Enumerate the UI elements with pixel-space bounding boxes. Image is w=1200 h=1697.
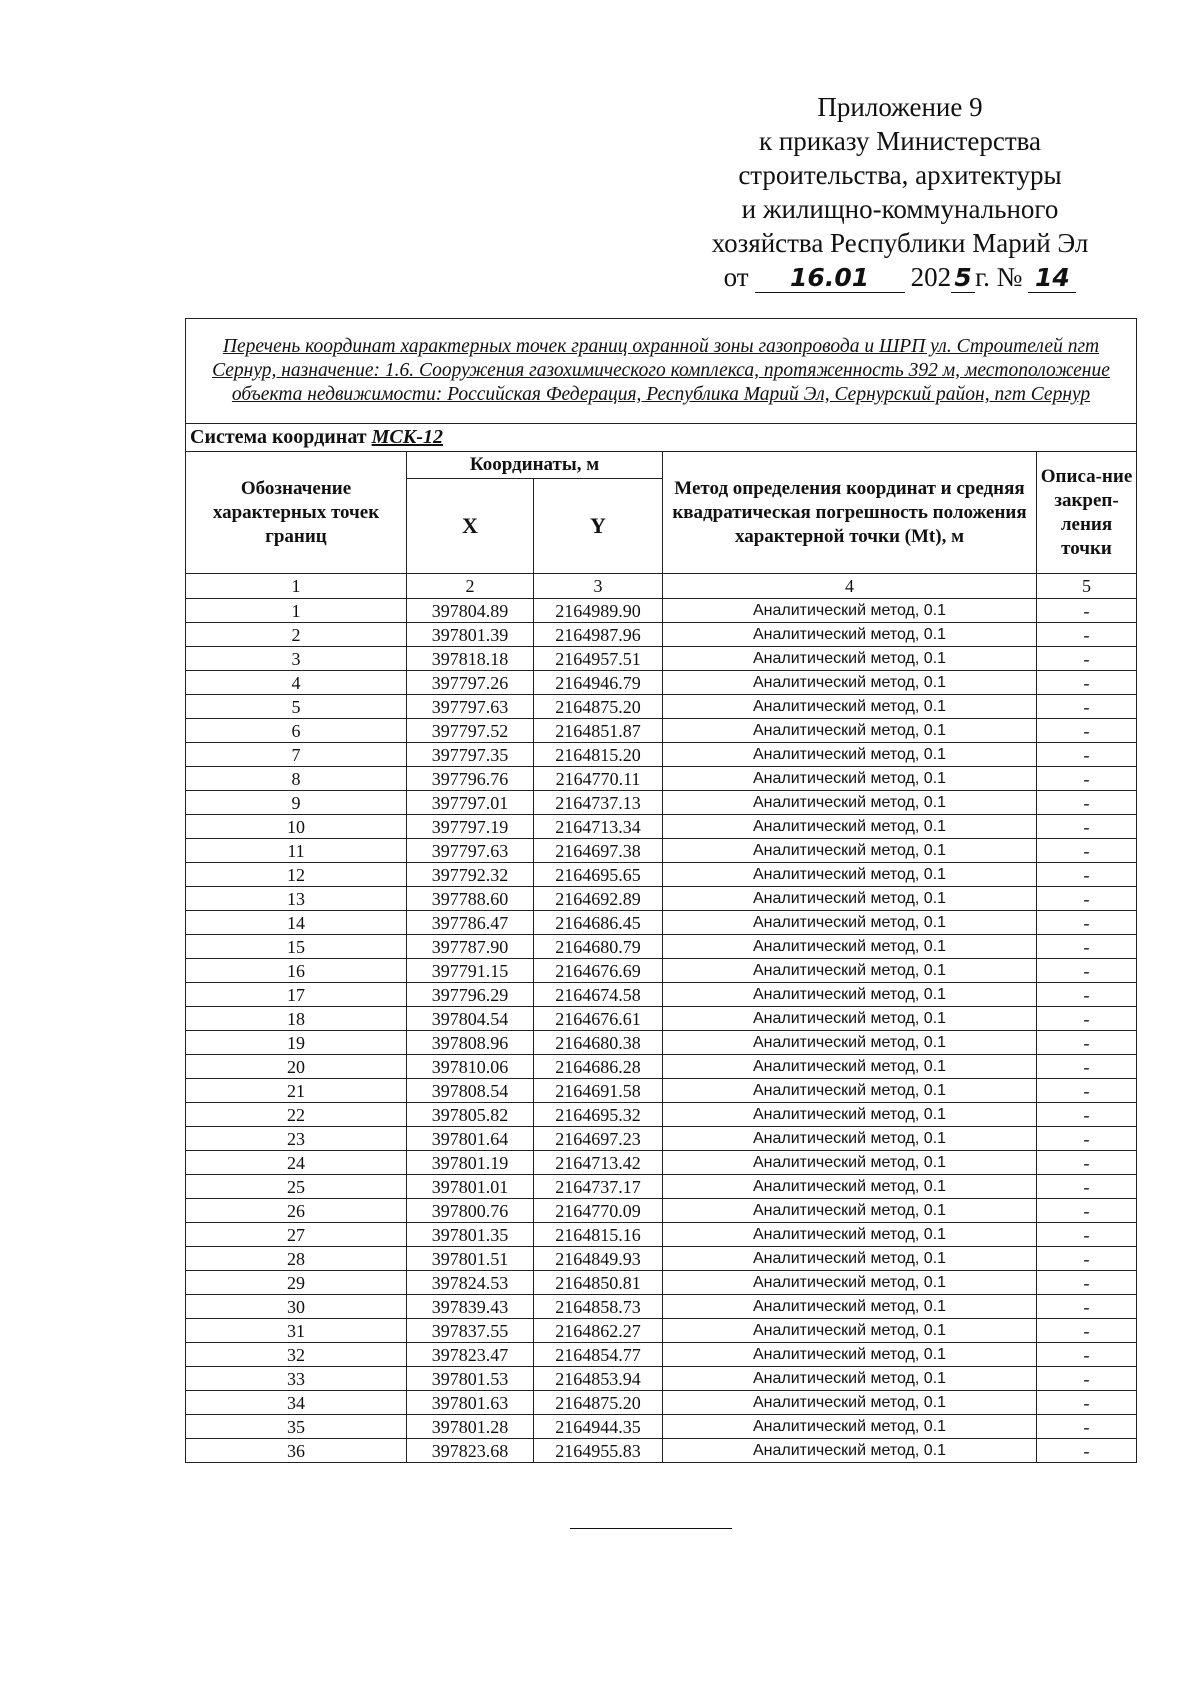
method: Аналитический метод, 0.1 xyxy=(663,911,1037,935)
coord-x: 397801.64 xyxy=(407,1127,534,1151)
table-row xyxy=(186,839,1137,863)
coord-x: 397837.55 xyxy=(407,1319,534,1343)
coord-x: 397808.54 xyxy=(407,1079,534,1103)
coord-y: 2164737.17 xyxy=(534,1175,663,1199)
method: Аналитический метод, 0.1 xyxy=(663,839,1037,863)
col-header-method: Метод определения координат и средняя квадратическая погрешность положения характерной точки (Mt), м xyxy=(663,452,1037,574)
coord-y: 2164691.58 xyxy=(534,1079,663,1103)
fixation-description: - xyxy=(1037,1175,1137,1199)
coord-y: 2164946.79 xyxy=(534,671,663,695)
coord-y: 2164686.45 xyxy=(534,911,663,935)
fixation-description: - xyxy=(1037,1079,1137,1103)
column-number: 5 xyxy=(1037,574,1137,599)
method: Аналитический метод, 0.1 xyxy=(663,1175,1037,1199)
table-row xyxy=(186,1127,1137,1151)
fixation-description: - xyxy=(1037,623,1137,647)
coord-y: 2164850.81 xyxy=(534,1271,663,1295)
coordinates-table-body xyxy=(186,319,1137,1463)
table-row xyxy=(186,743,1137,767)
table-row xyxy=(186,671,1137,695)
method: Аналитический метод, 0.1 xyxy=(663,719,1037,743)
year-digit: 5 xyxy=(951,264,975,293)
coord-x: 397823.68 xyxy=(407,1439,534,1463)
coord-y: 2164697.38 xyxy=(534,839,663,863)
table-row xyxy=(186,815,1137,839)
method: Аналитический метод, 0.1 xyxy=(663,1007,1037,1031)
appendix-header xyxy=(690,90,1110,294)
coord-x: 397801.53 xyxy=(407,1367,534,1391)
column-number: 3 xyxy=(534,574,663,599)
coord-y: 2164680.38 xyxy=(534,1031,663,1055)
table-row xyxy=(186,1199,1137,1223)
fixation-description: - xyxy=(1037,695,1137,719)
coord-x: 397823.47 xyxy=(407,1343,534,1367)
table-row xyxy=(186,695,1137,719)
column-number: 1 xyxy=(186,574,407,599)
point-number: 22 xyxy=(186,1103,407,1127)
fixation-description: - xyxy=(1037,1103,1137,1127)
point-number: 36 xyxy=(186,1439,407,1463)
fixation-description: - xyxy=(1037,1007,1137,1031)
coord-x: 397796.29 xyxy=(407,983,534,1007)
fixation-description: - xyxy=(1037,1415,1137,1439)
table-row xyxy=(186,911,1137,935)
method: Аналитический метод, 0.1 xyxy=(663,671,1037,695)
point-number: 24 xyxy=(186,1151,407,1175)
fixation-description: - xyxy=(1037,1031,1137,1055)
coord-y: 2164815.20 xyxy=(534,743,663,767)
method: Аналитический метод, 0.1 xyxy=(663,1151,1037,1175)
fixation-description: - xyxy=(1037,815,1137,839)
appendix-line: строительства, архитектуры xyxy=(738,160,1062,190)
coord-x: 397787.90 xyxy=(407,935,534,959)
point-number: 11 xyxy=(186,839,407,863)
point-number: 33 xyxy=(186,1367,407,1391)
coord-x: 397801.01 xyxy=(407,1175,534,1199)
coord-y: 2164957.51 xyxy=(534,647,663,671)
coord-x: 397801.39 xyxy=(407,623,534,647)
method: Аналитический метод, 0.1 xyxy=(663,623,1037,647)
point-number: 27 xyxy=(186,1223,407,1247)
method: Аналитический метод, 0.1 xyxy=(663,695,1037,719)
coord-x: 397839.43 xyxy=(407,1295,534,1319)
fixation-description: - xyxy=(1037,1247,1137,1271)
fixation-description: - xyxy=(1037,647,1137,671)
coord-x: 397797.63 xyxy=(407,695,534,719)
fixation-description: - xyxy=(1037,1055,1137,1079)
method: Аналитический метод, 0.1 xyxy=(663,959,1037,983)
point-number: 28 xyxy=(186,1247,407,1271)
fixation-description: - xyxy=(1037,1271,1137,1295)
order-date: 16.01 xyxy=(755,264,905,293)
fixation-description: - xyxy=(1037,935,1137,959)
table-row xyxy=(186,1367,1137,1391)
fixation-description: - xyxy=(1037,1391,1137,1415)
method: Аналитический метод, 0.1 xyxy=(663,1295,1037,1319)
coord-x: 397797.35 xyxy=(407,743,534,767)
method: Аналитический метод, 0.1 xyxy=(663,1271,1037,1295)
point-number: 21 xyxy=(186,1079,407,1103)
coord-x: 397801.28 xyxy=(407,1415,534,1439)
column-number: 2 xyxy=(407,574,534,599)
coord-x: 397797.52 xyxy=(407,719,534,743)
col-header-coords: Координаты, м xyxy=(407,452,663,479)
coord-x: 397792.32 xyxy=(407,863,534,887)
fixation-description: - xyxy=(1037,911,1137,935)
point-number: 13 xyxy=(186,887,407,911)
method: Аналитический метод, 0.1 xyxy=(663,1031,1037,1055)
coord-x: 397805.82 xyxy=(407,1103,534,1127)
method: Аналитический метод, 0.1 xyxy=(663,863,1037,887)
coord-y: 2164686.28 xyxy=(534,1055,663,1079)
coord-y: 2164770.11 xyxy=(534,767,663,791)
table-row xyxy=(186,1439,1137,1463)
table-row xyxy=(186,1007,1137,1031)
table-row xyxy=(186,1295,1137,1319)
coord-y: 2164713.34 xyxy=(534,815,663,839)
coord-y: 2164695.65 xyxy=(534,863,663,887)
coord-x: 397797.63 xyxy=(407,839,534,863)
table-title: Перечень координат характерных точек границ охранной зоны газопровода и ШРП ул. Строителей пгт Сернур, назначение: 1.6. Сооружения газохимического комплекса, протяженность 392 м, местоположение объекта недвижимости: Российская Федерация, Республика Марий Эл, Сернурский район, пгт Сернур xyxy=(186,319,1137,424)
table-row xyxy=(186,719,1137,743)
point-number: 16 xyxy=(186,959,407,983)
point-number: 31 xyxy=(186,1319,407,1343)
table-row xyxy=(186,1247,1137,1271)
coord-y: 2164875.20 xyxy=(534,695,663,719)
fixation-description: - xyxy=(1037,1223,1137,1247)
fixation-description: - xyxy=(1037,719,1137,743)
table-row xyxy=(186,935,1137,959)
fixation-description: - xyxy=(1037,887,1137,911)
point-number: 15 xyxy=(186,935,407,959)
fixation-description: - xyxy=(1037,599,1137,623)
col-header-y: Y xyxy=(534,479,663,574)
method: Аналитический метод, 0.1 xyxy=(663,647,1037,671)
coord-x: 397797.26 xyxy=(407,671,534,695)
fixation-description: - xyxy=(1037,839,1137,863)
coord-x: 397824.53 xyxy=(407,1271,534,1295)
coordinates-table xyxy=(185,318,1137,1463)
table-row xyxy=(186,1223,1137,1247)
table-row xyxy=(186,1031,1137,1055)
fixation-description: - xyxy=(1037,1319,1137,1343)
coord-y: 2164695.32 xyxy=(534,1103,663,1127)
table-row xyxy=(186,767,1137,791)
fixation-description: - xyxy=(1037,671,1137,695)
coord-x: 397801.51 xyxy=(407,1247,534,1271)
method: Аналитический метод, 0.1 xyxy=(663,743,1037,767)
point-number: 32 xyxy=(186,1343,407,1367)
table-row xyxy=(186,983,1137,1007)
coord-x: 397808.96 xyxy=(407,1031,534,1055)
method: Аналитический метод, 0.1 xyxy=(663,1223,1037,1247)
coord-x: 397786.47 xyxy=(407,911,534,935)
year-prefix: 202 xyxy=(910,262,952,292)
table-row xyxy=(186,1055,1137,1079)
coord-x: 397818.18 xyxy=(407,647,534,671)
coord-x: 397800.76 xyxy=(407,1199,534,1223)
point-number: 12 xyxy=(186,863,407,887)
point-number: 26 xyxy=(186,1199,407,1223)
fixation-description: - xyxy=(1037,983,1137,1007)
fixation-description: - xyxy=(1037,1127,1137,1151)
method: Аналитический метод, 0.1 xyxy=(663,1319,1037,1343)
coord-y: 2164853.94 xyxy=(534,1367,663,1391)
order-number: 14 xyxy=(1028,264,1076,293)
coord-y: 2164676.69 xyxy=(534,959,663,983)
point-number: 19 xyxy=(186,1031,407,1055)
point-number: 17 xyxy=(186,983,407,1007)
method: Аналитический метод, 0.1 xyxy=(663,767,1037,791)
point-number: 20 xyxy=(186,1055,407,1079)
point-number: 14 xyxy=(186,911,407,935)
column-numbers-row xyxy=(186,574,1137,599)
appendix-title: Приложение 9 xyxy=(817,92,983,122)
from-label: от xyxy=(723,262,749,292)
fixation-description: - xyxy=(1037,743,1137,767)
coord-y: 2164849.93 xyxy=(534,1247,663,1271)
coord-y: 2164713.42 xyxy=(534,1151,663,1175)
col-header-description: Описа-ние закреп-ления точки xyxy=(1037,452,1137,574)
coord-y: 2164680.79 xyxy=(534,935,663,959)
point-number: 1 xyxy=(186,599,407,623)
appendix-line: и жилищно-коммунального xyxy=(741,194,1059,224)
coord-y: 2164676.61 xyxy=(534,1007,663,1031)
fixation-description: - xyxy=(1037,1367,1137,1391)
method: Аналитический метод, 0.1 xyxy=(663,815,1037,839)
coord-y: 2164944.35 xyxy=(534,1415,663,1439)
coord-y: 2164955.83 xyxy=(534,1439,663,1463)
table-row xyxy=(186,1103,1137,1127)
point-number: 29 xyxy=(186,1271,407,1295)
table-row xyxy=(186,623,1137,647)
coord-x: 397797.01 xyxy=(407,791,534,815)
point-number: 18 xyxy=(186,1007,407,1031)
table-row xyxy=(186,1391,1137,1415)
point-number: 25 xyxy=(186,1175,407,1199)
coord-y: 2164770.09 xyxy=(534,1199,663,1223)
coord-y: 2164862.27 xyxy=(534,1319,663,1343)
coord-x: 397801.19 xyxy=(407,1151,534,1175)
appendix-line: хозяйства Республики Марий Эл xyxy=(711,228,1089,258)
point-number: 30 xyxy=(186,1295,407,1319)
fixation-description: - xyxy=(1037,767,1137,791)
point-number: 9 xyxy=(186,791,407,815)
coord-x: 397810.06 xyxy=(407,1055,534,1079)
year-suffix: г. № xyxy=(975,262,1023,292)
coord-y: 2164737.13 xyxy=(534,791,663,815)
coord-x: 397804.89 xyxy=(407,599,534,623)
point-number: 35 xyxy=(186,1415,407,1439)
method: Аналитический метод, 0.1 xyxy=(663,887,1037,911)
coord-y: 2164989.90 xyxy=(534,599,663,623)
point-number: 3 xyxy=(186,647,407,671)
coord-x: 397801.63 xyxy=(407,1391,534,1415)
method: Аналитический метод, 0.1 xyxy=(663,1199,1037,1223)
coord-y: 2164858.73 xyxy=(534,1295,663,1319)
point-number: 7 xyxy=(186,743,407,767)
method: Аналитический метод, 0.1 xyxy=(663,1343,1037,1367)
method: Аналитический метод, 0.1 xyxy=(663,1103,1037,1127)
coordinate-system xyxy=(186,424,1137,452)
coord-y: 2164697.23 xyxy=(534,1127,663,1151)
point-number: 23 xyxy=(186,1127,407,1151)
col-header-x: X xyxy=(407,479,534,574)
table-row xyxy=(186,599,1137,623)
point-number: 4 xyxy=(186,671,407,695)
fixation-description: - xyxy=(1037,1343,1137,1367)
coordinate-system-label: Система координат xyxy=(190,426,367,448)
coord-x: 397796.76 xyxy=(407,767,534,791)
method: Аналитический метод, 0.1 xyxy=(663,1079,1037,1103)
table-row xyxy=(186,1319,1137,1343)
method: Аналитический метод, 0.1 xyxy=(663,1055,1037,1079)
method: Аналитический метод, 0.1 xyxy=(663,1127,1037,1151)
coordinate-system-value: МСК-12 xyxy=(371,426,443,448)
fixation-description: - xyxy=(1037,959,1137,983)
point-number: 5 xyxy=(186,695,407,719)
fixation-description: - xyxy=(1037,1151,1137,1175)
fixation-description: - xyxy=(1037,1295,1137,1319)
coord-y: 2164851.87 xyxy=(534,719,663,743)
col-header-point: Обозначение характерных точек границ xyxy=(186,452,407,574)
method: Аналитический метод, 0.1 xyxy=(663,791,1037,815)
fixation-description: - xyxy=(1037,1439,1137,1463)
table-row xyxy=(186,887,1137,911)
coord-y: 2164692.89 xyxy=(534,887,663,911)
bottom-divider xyxy=(570,1528,732,1529)
coord-x: 397788.60 xyxy=(407,887,534,911)
coord-x: 397801.35 xyxy=(407,1223,534,1247)
fixation-description: - xyxy=(1037,863,1137,887)
table-row xyxy=(186,959,1137,983)
coord-y: 2164987.96 xyxy=(534,623,663,647)
order-date-line xyxy=(690,260,1110,294)
column-number: 4 xyxy=(663,574,1037,599)
fixation-description: - xyxy=(1037,791,1137,815)
method: Аналитический метод, 0.1 xyxy=(663,1439,1037,1463)
method: Аналитический метод, 0.1 xyxy=(663,1367,1037,1391)
point-number: 2 xyxy=(186,623,407,647)
table-row xyxy=(186,863,1137,887)
table-row xyxy=(186,791,1137,815)
coord-x: 397797.19 xyxy=(407,815,534,839)
method: Аналитический метод, 0.1 xyxy=(663,935,1037,959)
coord-y: 2164875.20 xyxy=(534,1391,663,1415)
coord-y: 2164854.77 xyxy=(534,1343,663,1367)
point-number: 34 xyxy=(186,1391,407,1415)
method: Аналитический метод, 0.1 xyxy=(663,983,1037,1007)
appendix-line: к приказу Министерства xyxy=(758,126,1042,156)
fixation-description: - xyxy=(1037,1199,1137,1223)
table-row xyxy=(186,1343,1137,1367)
table-row xyxy=(186,1415,1137,1439)
method: Аналитический метод, 0.1 xyxy=(663,1391,1037,1415)
table-row xyxy=(186,1175,1137,1199)
method: Аналитический метод, 0.1 xyxy=(663,599,1037,623)
coord-x: 397791.15 xyxy=(407,959,534,983)
coord-y: 2164674.58 xyxy=(534,983,663,1007)
coord-x: 397804.54 xyxy=(407,1007,534,1031)
table-row xyxy=(186,1151,1137,1175)
coord-y: 2164815.16 xyxy=(534,1223,663,1247)
table-row xyxy=(186,1271,1137,1295)
point-number: 8 xyxy=(186,767,407,791)
method: Аналитический метод, 0.1 xyxy=(663,1247,1037,1271)
point-number: 6 xyxy=(186,719,407,743)
table-row xyxy=(186,647,1137,671)
method: Аналитический метод, 0.1 xyxy=(663,1415,1037,1439)
table-row xyxy=(186,1079,1137,1103)
point-number: 10 xyxy=(186,815,407,839)
